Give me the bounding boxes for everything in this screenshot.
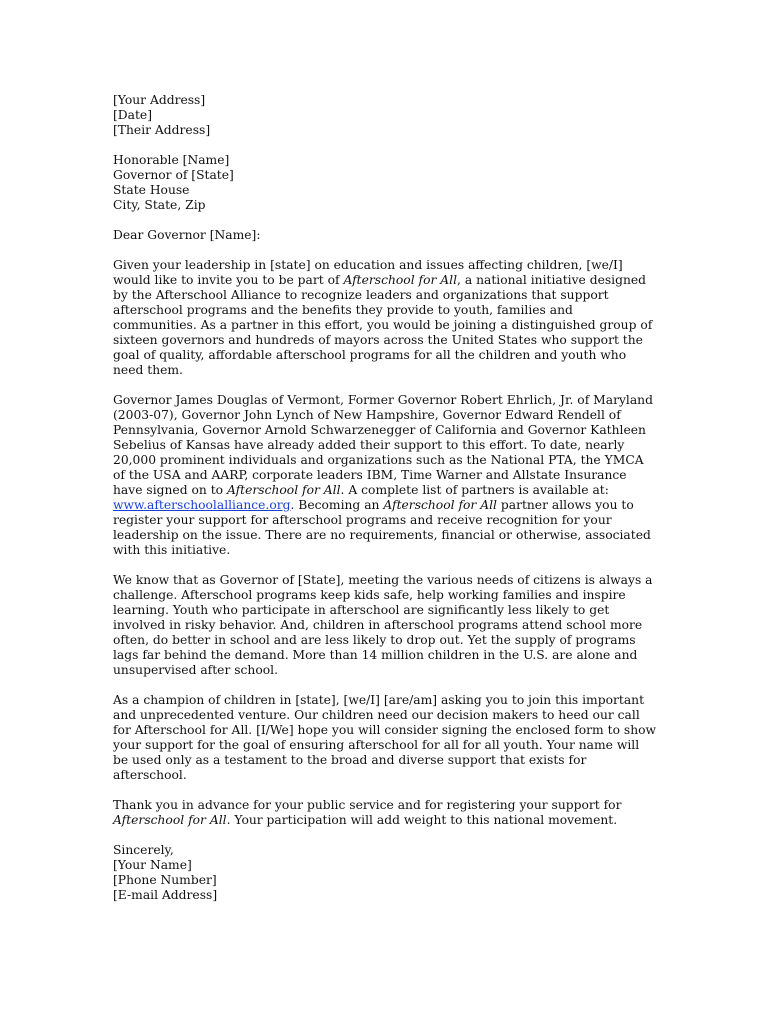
- recipient-city: City, State, Zip: [113, 198, 206, 212]
- paragraph-5: [113, 798, 658, 828]
- p1-text-b: , a national initiative designed by the Afterschool Alliance to recognize leaders and organizations that support afterschool programs and the benefits they provide to youth, families and communities. As a partner in this effort, you would be joining a distinguished group of sixteen governors and hundreds of mayors across the United States who support the goal of quality, affordable afterschool programs for all the children and youth who need them.: [113, 273, 653, 377]
- paragraph-2: [113, 393, 658, 558]
- salutation: [113, 228, 658, 243]
- p2-text-d: partner allows you to register your support for afterschool programs and receive recognition for your leadership on the issue. There are no requirements, financial or otherwise, associated with this initiative.: [113, 498, 651, 557]
- letter-date: [Date]: [113, 108, 153, 122]
- recipient-block: [113, 153, 658, 213]
- recipient-name: Honorable [Name]: [113, 153, 230, 167]
- afterschool-alliance-link[interactable]: www.afterschoolalliance.org: [113, 498, 291, 512]
- p5-text-a: Thank you in advance for your public service and for registering your support for: [113, 798, 622, 812]
- sender-address: [Your Address]: [113, 93, 206, 107]
- p2-text-b: . A complete list of partners is available at:: [340, 483, 609, 497]
- closing-name: [Your Name]: [113, 858, 192, 872]
- p2-text-c: . Becoming an: [290, 498, 384, 512]
- salutation-text: Dear Governor [Name]:: [113, 228, 261, 242]
- recipient-building: State House: [113, 183, 190, 197]
- p5-text-b: . Your participation will add weight to this national movement.: [226, 813, 618, 827]
- paragraph-4: As a champion of children in [state], [we/I] [are/am] asking you to join this important and unprecedented venture. Our children need our decision makers to heed our call for Afterschool for All. [I/We] hope you will consider signing the enclosed form to show your support for the goal of ensuring afterschool for all for all youth. Your name will be used only as a testament to the broad and diverse support that exists for afterschool.: [113, 693, 657, 782]
- paragraph-3: We know that as Governor of [State], meeting the various needs of citizens is always a challenge. Afterschool programs keep kids safe, help working families and inspire learning. Youth who participate in afterschool are significantly less likely to get involved in risky behavior. And, children in afterschool programs attend school more often, do better in school and are less likely to drop out. Yet the supply of programs lags far behind the demand. More than 14 million children in the U.S. are alone and unsupervised after school.: [113, 573, 653, 677]
- p2-initiative-name-1: Afterschool for All: [226, 483, 341, 497]
- closing-sincerely: Sincerely,: [113, 843, 174, 857]
- closing-block: [113, 843, 658, 903]
- p1-text-a: Given your leadership in [state] on education and issues affecting children, [we/I] would like to invite you to be part of: [113, 258, 623, 287]
- p2-initiative-name-2: Afterschool for All: [383, 498, 497, 512]
- their-address: [Their Address]: [113, 123, 211, 137]
- sender-block: [113, 93, 658, 138]
- closing-email: [E-mail Address]: [113, 888, 218, 902]
- p1-initiative-name: Afterschool for All: [343, 273, 458, 287]
- p5-initiative-name: Afterschool for All: [113, 813, 227, 827]
- closing-phone: [Phone Number]: [113, 873, 217, 887]
- letter-page: [113, 93, 658, 903]
- recipient-title: Governor of [State]: [113, 168, 234, 182]
- p2-text-a: Governor James Douglas of Vermont, Former Governor Robert Ehrlich, Jr. of Maryland (2003-07), Governor John Lynch of New Hampshire, Governor Edward Rendell of Pennsylvania, Governor Arnold Schwarzenegger of California and Governor Kathleen Sebelius of Kansas have already added their support to this effort. To date, nearly 20,000 prominent individuals and organizations such as the National PTA, the YMCA of the USA and AARP, corporate leaders IBM, Time Warner and Allstate Insurance have signed on to: [113, 393, 653, 497]
- paragraph-1: [113, 258, 658, 378]
